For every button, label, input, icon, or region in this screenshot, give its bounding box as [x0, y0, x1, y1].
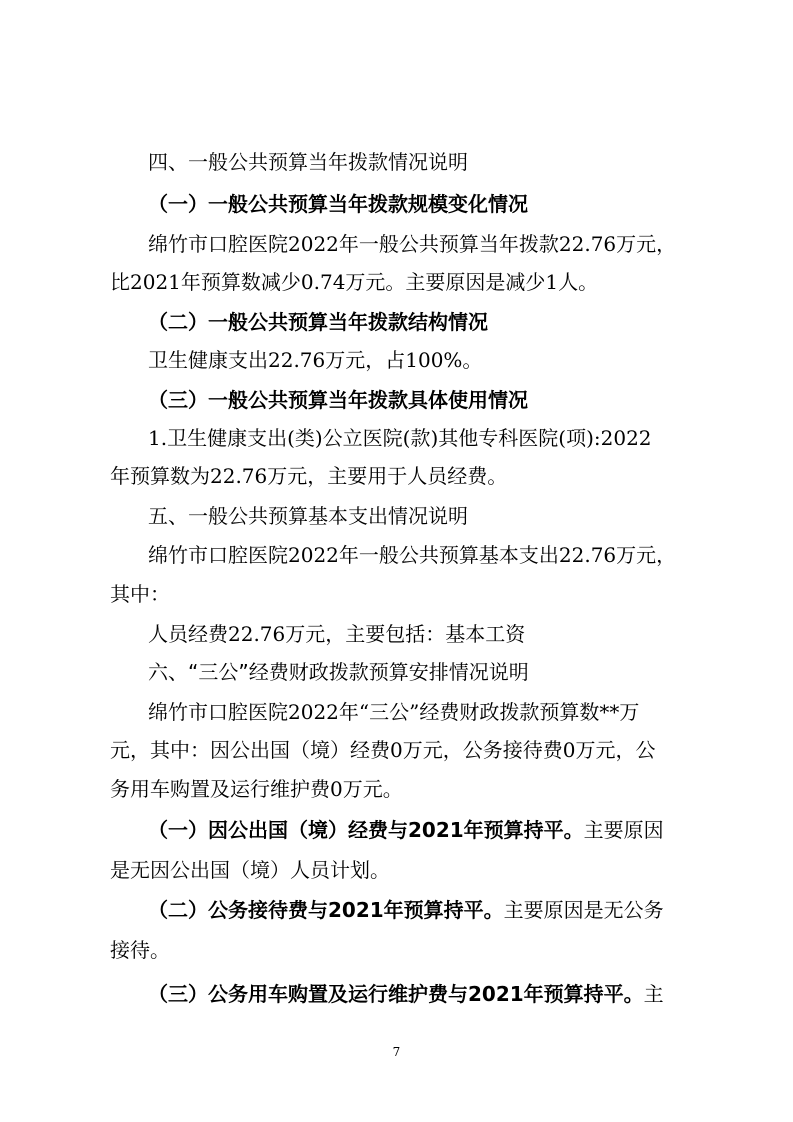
- section4-sub1-heading: （一）一般公共预算当年拨款规模变化情况: [148, 192, 528, 216]
- section6-item1-line1: [0, 816, 793, 844]
- section6-paragraph-line3: 务用车购置及运行维护费0万元。: [110, 777, 403, 801]
- page-number: 7: [392, 1045, 401, 1059]
- section4-sub1-paragraph-line2: 比2021年预算数减少0.74万元。主要原因是减少1人。: [110, 270, 599, 294]
- section6-item3-rest: 主: [643, 982, 664, 1006]
- section6-item1-rest: 主要原因: [583, 818, 664, 842]
- section4-sub2-paragraph: 卫生健康支出22.76万元，占100%。: [148, 348, 483, 372]
- section6-item3-bold: （三）公务用车购置及运行维护费与2021年预算持平。: [148, 982, 644, 1006]
- section6-item2-line1: [0, 896, 793, 924]
- section5-paragraph-line1: 绵竹市口腔医院2022年一般公共预算基本支出22.76万元，: [148, 543, 677, 567]
- section6-item2-line2: 接待。: [110, 938, 170, 962]
- section5-heading: 五、一般公共预算基本支出情况说明: [148, 504, 468, 528]
- section6-item3-line1: [0, 980, 793, 1008]
- section6-heading: 六、“三公”经费财政拨款预算安排情况说明: [148, 660, 529, 684]
- section6-item2-bold: （二）公务接待费与2021年预算持平。: [148, 898, 504, 922]
- section4-sub3-heading: （三）一般公共预算当年拨款具体使用情况: [148, 388, 528, 412]
- section5-paragraph-line2: 其中：: [110, 582, 170, 606]
- section4-heading: 四、一般公共预算当年拨款情况说明: [148, 150, 468, 174]
- section4-sub3-paragraph-line2: 年预算数为22.76万元，主要用于人员经费。: [110, 464, 508, 488]
- section6-item1-line2: 是无因公出国（境）人员计划。: [110, 858, 390, 882]
- section4-sub2-heading: （二）一般公共预算当年拨款结构情况: [148, 310, 488, 334]
- section4-sub3-paragraph-line1: 1.卫生健康支出(类)公立医院(款)其他专科医院(项):2022: [148, 426, 652, 450]
- section4-sub1-paragraph-line1: 绵竹市口腔医院2022年一般公共预算当年拨款22.76万元，: [148, 232, 677, 256]
- section6-paragraph-line2: 元，其中：因公出国（境）经费0万元，公务接待费0万元，公: [110, 738, 656, 762]
- section6-item2-rest: 主要原因是无公务: [503, 898, 664, 922]
- section5-paragraph2: 人员经费22.76万元，主要包括：基本工资: [148, 622, 526, 646]
- section6-item1-bold: （一）因公出国（境）经费与2021年预算持平。: [148, 818, 584, 842]
- section6-paragraph-line1: 绵竹市口腔医院2022年“三公”经费财政拨款预算数**万: [148, 700, 640, 724]
